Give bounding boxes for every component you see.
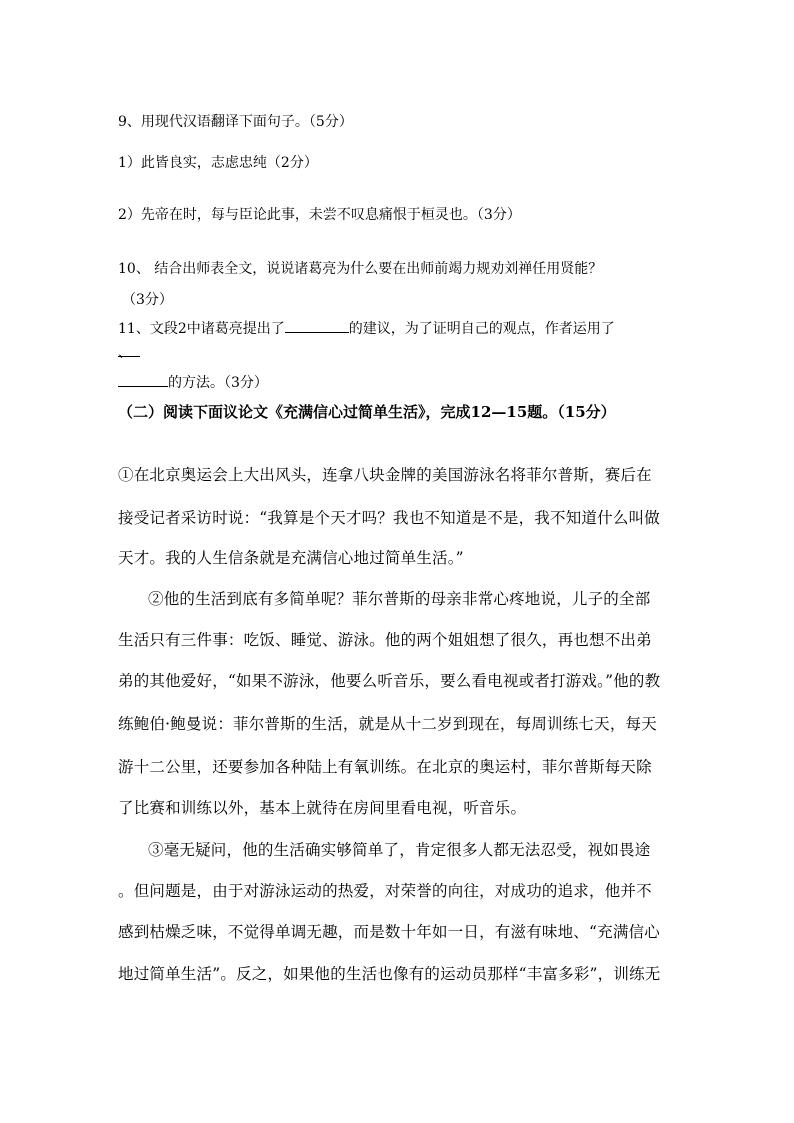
- passage-line: ①在北京奥运会上大出风头，连拿八块金牌的美国游泳名将菲尔普斯，赛后在: [118, 466, 652, 484]
- question-9-title: 9、用现代汉语翻译下面句子。（5分）: [118, 114, 353, 130]
- answer-blank-1[interactable]: [285, 320, 349, 333]
- question-11-part-1: 11、文段2中诸葛亮提出了: [118, 321, 285, 337]
- passage-line: 天才。我的人生信条就是充满信心地过简单生活。”: [118, 549, 464, 567]
- answer-blank-2[interactable]: [118, 348, 140, 357]
- passage-line: ③毫无疑问，他的生活确实够简单了，肯定很多人都无法忍受，视如畏途: [148, 841, 651, 859]
- passage-line: 生活只有三件事：吃饭、睡觉、游泳。他的两个姐姐想了很久，再也想不出弟: [118, 631, 652, 649]
- question-11-line-3: [118, 372, 268, 392]
- question-11-part-3: 的方法。（3分）: [168, 375, 268, 391]
- passage-line: ②他的生活到底有多简单呢？菲尔普斯的母亲非常心疼地说，儿子的全部: [148, 590, 651, 608]
- question-9-sentence-1: 1）此皆良实，志虑忠纯（2分）: [118, 155, 318, 171]
- question-11-line-1: [118, 318, 615, 338]
- answer-blank-3[interactable]: [118, 374, 168, 387]
- passage-line: 了比赛和训练以外，基本上就待在房间里看电视，听音乐。: [118, 799, 527, 817]
- passage-line: 接受记者采访时说：“我算是个天才吗？我也不知道是不是，我不知道什么叫做: [118, 509, 660, 527]
- question-10-line-1: 10、 结合出师表全文，说说诸葛亮为什么要在出师前竭力规劝刘禅任用贤能？: [118, 261, 603, 277]
- question-11-mark: 、: [118, 345, 132, 361]
- passage-line: 。但问题是，由于对游泳运动的热爱，对荣誉的向往，对成功的追求，他并不: [118, 882, 652, 900]
- passage-line: 弟的其他爱好，“如果不游泳，他要么听音乐，要么看电视或者打游戏。”他的教: [118, 672, 661, 690]
- question-9-sentence-2: 2）先帝在时，每与臣论此事，未尝不叹息痛恨于桓灵也。（3分）: [118, 207, 521, 223]
- question-11-part-2: 的建议，为了证明自己的观点，作者运用了: [348, 321, 615, 337]
- question-10-line-2: （3分）: [122, 292, 173, 308]
- section-2-heading: （二）阅读下面议论文《充满信心过简单生活》，完成12—15题。（15分）: [118, 403, 616, 421]
- passage-line: 游十二公里，还要参加各种陆上有氧训练。在北京的奥运村，菲尔普斯每天除: [118, 758, 652, 776]
- passage-line: 感到枯燥乏味，不觉得单调无趣，而是数十年如一日，有滋有味地、“充满信心: [118, 923, 660, 941]
- passage-line: 练鲍伯·鲍曼说：菲尔普斯的生活，就是从十二岁到现在，每周训练七天，每天: [118, 715, 657, 733]
- question-11-line-2: [118, 346, 140, 360]
- passage-line: 地过简单生活”。反之，如果他的生活也像有的运动员那样“丰富多彩”，训练无: [118, 965, 661, 983]
